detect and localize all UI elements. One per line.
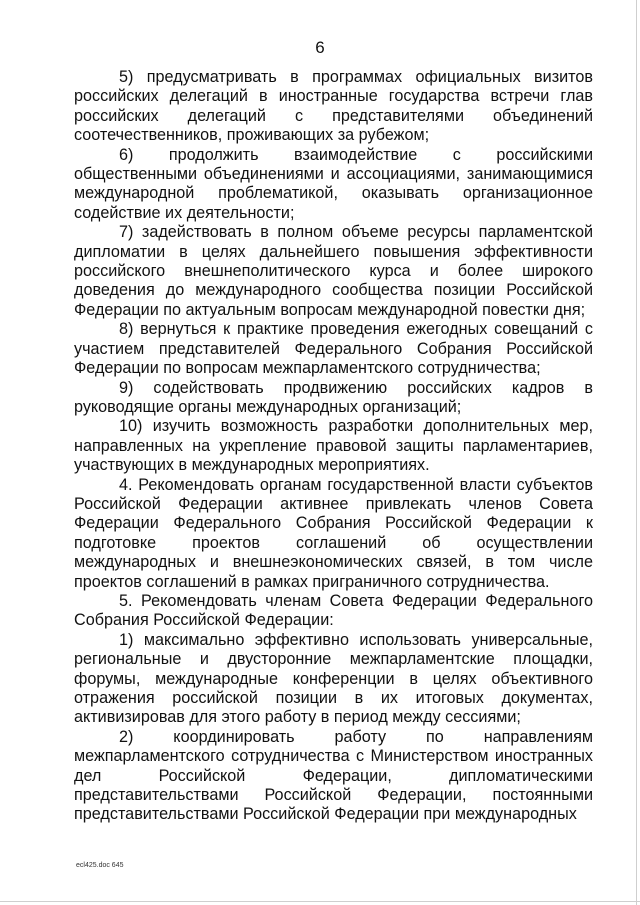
scan-edge-right	[636, 0, 637, 905]
document-body	[74, 68, 593, 825]
paragraph-item-7: 7) задействовать в полном объеме ресурсы парламентской дипломатии в целях дальнейшего повышения эффективности российского внешнеполитического курса и более широкого доведения до международного сообщества позиции Российской Федерации по актуальным вопросам международной повестки дня;	[74, 223, 593, 319]
paragraph-subitem-2: 2) координировать работу по направлениям межпарламентского сотрудничества с Министерством иностранных дел Российской Федерации, дипломатическими представительствами Российской Федерации, постоянными представительствами Российской Федерации при международных	[74, 727, 593, 824]
paragraph-subitem-1: 1) максимально эффективно использовать универсальные, региональные и двусторонние межпарламентские площадки, форумы, международные конференции в целях объективного отражения российской позиции в их итоговых документах, активизировав для этого работу в период между сессиями;	[74, 630, 593, 727]
paragraph-item-6: 6) продолжить взаимодействие с российскими общественными объединениями и ассоциациями, занимающимися международной проблематикой, оказывать организационное содействие их деятельности;	[74, 145, 593, 222]
paragraph-item-5: 5) предусматривать в программах официальных визитов российских делегаций в иностранные государства встречи глав российских делегаций с представителями объединений соотечественников, проживающих за рубежом;	[74, 68, 593, 145]
paragraph-section-4: 4. Рекомендовать органам государственной власти субъектов Российской Федерации активнее привлекать членов Совета Федерации Федерального Собрания Российской Федерации к подготовке проектов соглашений об осуществлении международных и внешнеэкономических связей, в том числе проектов соглашений в рамках приграничного сотрудничества.	[74, 475, 593, 591]
scan-edge-bottom	[0, 901, 640, 902]
page-number: 6	[315, 38, 325, 57]
paragraph-section-5: 5. Рекомендовать членам Совета Федерации Федерального Собрания Российской Федерации:	[74, 591, 593, 630]
paragraph-item-9: 9) содействовать продвижению российских кадров в руководящие органы международных организаций;	[74, 378, 593, 416]
paragraph-item-8: 8) вернуться к практике проведения ежегодных совещаний с участием представителей Федерального Собрания Российской Федерации по вопросам межпарламентского сотрудничества;	[74, 320, 593, 378]
footer-file-code: ecl425.doc 645	[76, 862, 124, 869]
paragraph-item-10: 10) изучить возможность разработки дополнительных мер, направленных на укрепление правовой защиты парламентариев, участвующих в международных мероприятиях.	[74, 417, 593, 475]
